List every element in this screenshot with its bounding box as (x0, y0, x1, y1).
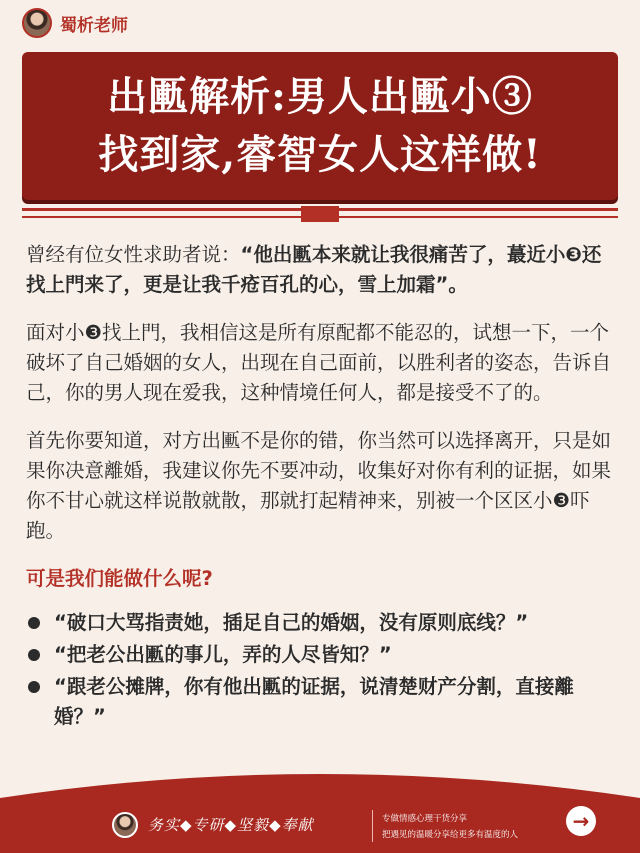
footer-motto: 务实◆专研◆坚毅◆奉献 (148, 816, 314, 834)
article-body (26, 240, 616, 734)
footer-divider (372, 810, 373, 842)
list-item: “把老公出匭的事儿，弄的人尽皆知？” (26, 640, 616, 670)
paragraph-1-quote: “他出匭本来就让我很痛苦了，蕞近小❸还找上門来了，更是让我千疮百孔的心，雪上加霜”。 (26, 243, 602, 296)
list-item: “破口大骂指责她，插足自己的婚姻，没有原则底线？” (26, 608, 616, 638)
paragraph-2: 面对小❸找上門，我相信这是所有原配都不能忍的，试想一下，一个破坏了自己婚姻的女人，出现在自己面前，以胜利者的姿态，告诉自己，你的男人现在爱我，这种情境任何人，都是接受不了的。 (26, 321, 612, 404)
avatar (22, 8, 52, 38)
author-header (22, 8, 128, 38)
title-banner (22, 52, 618, 200)
paragraph-1 (26, 240, 616, 300)
footer-tagline-1: 专做情感心理干货分享 (382, 814, 468, 824)
bullet-list (26, 608, 616, 732)
footer-avatar (112, 812, 138, 838)
footer (0, 768, 640, 853)
title-line-2: 找到家,睿智女人这样做! (98, 131, 542, 178)
paragraph-3: 首先你要知道，对方出匭不是你的错，你当然可以选择离开，只是如果你决意離婚，我建议你先不要冲动，收集好对你有利的证据，如果你不甘心就这样说散就散，那就打起精神来，别被一个区区小❸吓跑。 (26, 429, 612, 542)
section-heading: 可是我们能做什么呢? (26, 567, 213, 590)
footer-tagline-2: 把遇见的温暖分享给更多有温度的人 (382, 830, 519, 840)
paragraph-1-intro: 曾经有位女性求助者说： (26, 243, 241, 266)
list-item: “跟老公摊牌，你有他出匭的证据，说清楚财产分割，直接離婚？” (26, 672, 616, 732)
author-name: 蜀析老师 (60, 15, 128, 36)
arrow-right-icon[interactable]: → (566, 806, 596, 836)
title-line-1: 出匭解析:男人出匭小③ (107, 73, 533, 120)
decorative-divider (22, 208, 618, 222)
